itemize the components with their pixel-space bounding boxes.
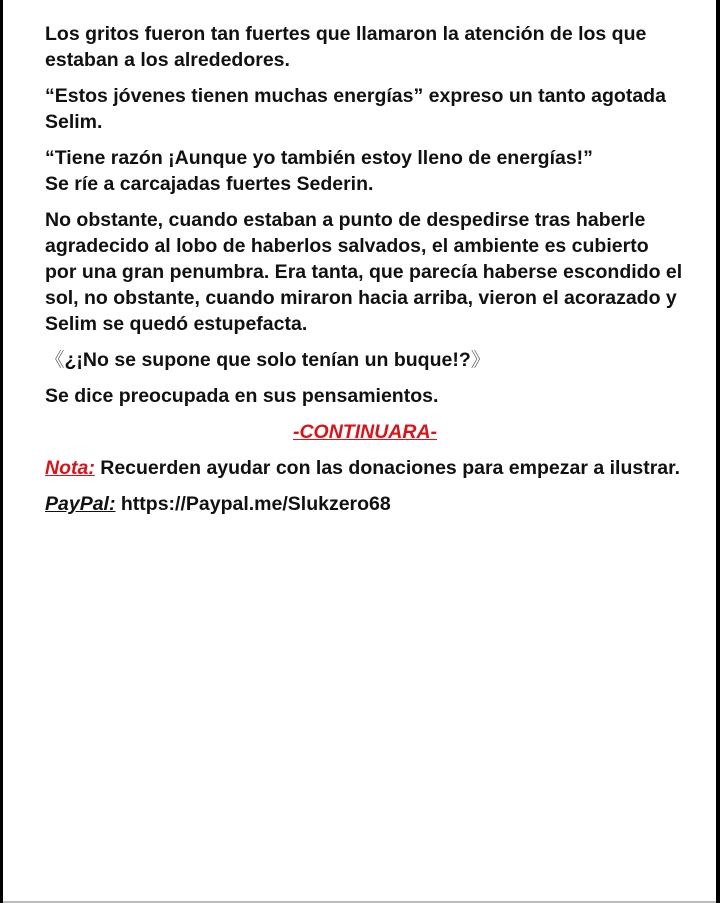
note-text: Recuerden ayudar con las donaciones para empezar a ilustrar.: [100, 457, 681, 479]
paypal-label: PayPal:: [45, 493, 116, 515]
paypal-paragraph: [45, 491, 685, 517]
paragraph: Se ríe a carcajadas fuertes Sederin.: [45, 173, 374, 195]
paragraph: “Tiene razón ¡Aunque yo también estoy lleno de energías!”: [45, 147, 593, 169]
close-bracket: 》: [470, 349, 491, 371]
continuara-line: [45, 419, 685, 445]
thought-text: ¿¡No se supone que solo tenían un buque!?: [64, 349, 471, 371]
continuara-label: -CONTINUARA-: [292, 421, 438, 443]
story-text: [45, 21, 685, 527]
paragraph: “Estos jóvenes tienen muchas energías” expreso un tanto agotada Selim.: [45, 85, 666, 133]
paypal-link[interactable]: https://Paypal.me/Slukzero68: [120, 493, 391, 515]
note-label: Nota:: [45, 457, 95, 479]
paragraph: Los gritos fueron tan fuertes que llamaron la atención de los que estaban a los alrededores.: [45, 23, 647, 71]
paragraph: Se dice preocupada en sus pensamientos.: [45, 385, 439, 407]
note-paragraph: [45, 455, 685, 481]
thought-line: [45, 347, 685, 373]
paragraph: No obstante, cuando estaban a punto de despedirse tras haberle agradecido al lobo de haberlos salvados, el ambiente es cubierto por una gran penumbra. Era tanta, que parecía haberse escondido el sol, no obstante, cuando miraron hacia arriba, vieron el acorazado y Selim se quedó estupefacta.: [45, 209, 683, 335]
document-page: [3, 0, 716, 903]
open-bracket: 《: [45, 349, 65, 371]
